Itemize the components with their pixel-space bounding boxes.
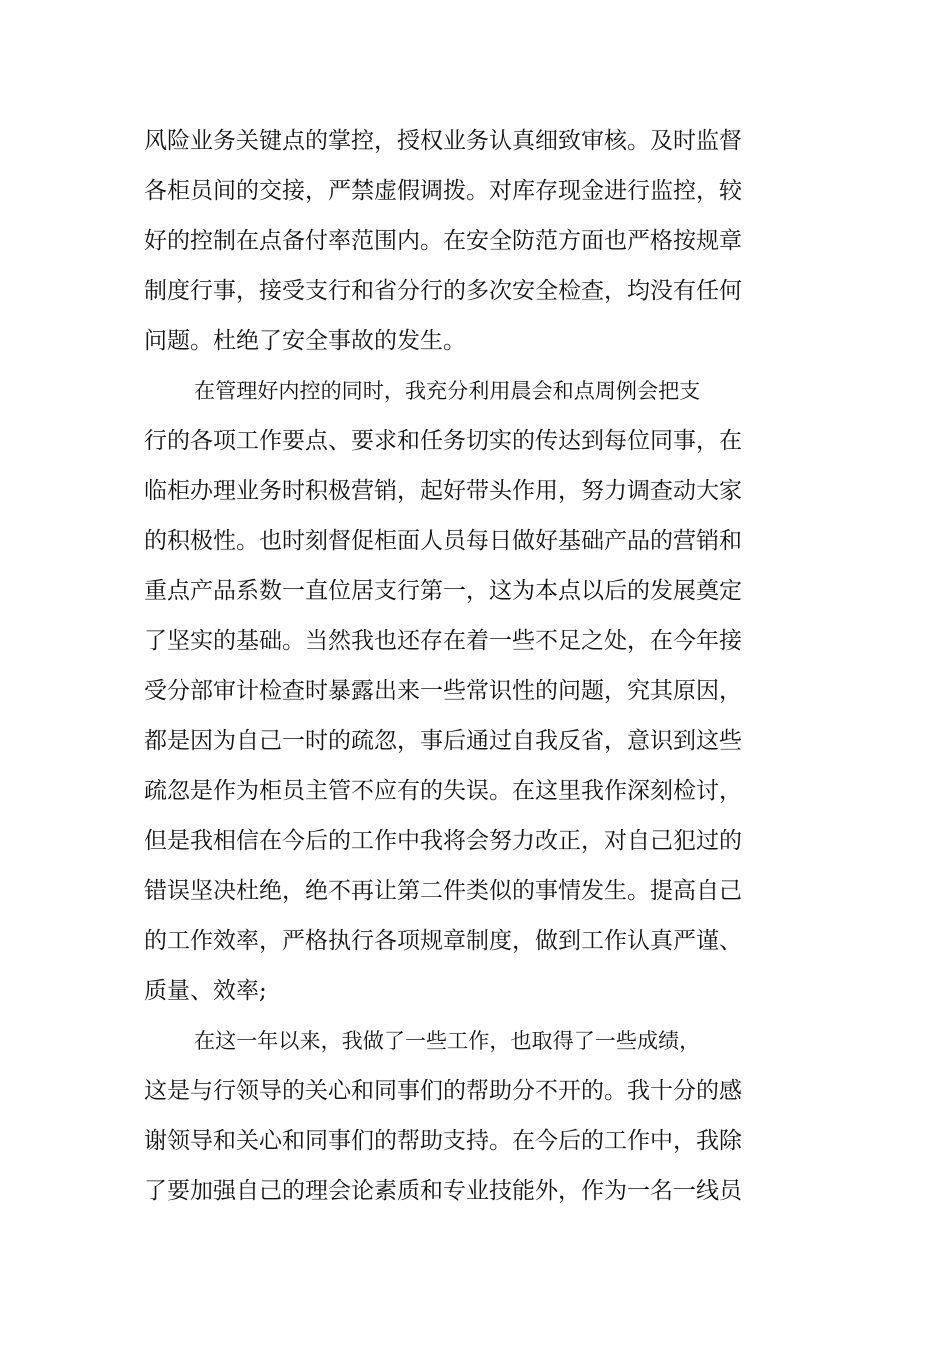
text-line: 但是我相信在今后的工作中我将会努力改正，对自己犯过的 [144,828,742,854]
body-text [144,116,750,1216]
text-line: 疏忽是作为柜员主管不应有的失误。在这里我作深刻检讨， [144,778,742,804]
text-line: 各柜员间的交接，严禁虚假调拨。对库存现金进行监控，较 [144,178,742,204]
text-line: 都是因为自己一时的疏忽，事后通过自我反省，意识到这些 [144,728,742,754]
text-line: 的工作效率，严格执行各项规章制度，做到工作认真严谨、 [144,928,742,954]
text-line: 在管理好内控的同时，我充分利用晨会和点周例会把支 [194,378,701,403]
text-line: 风险业务关键点的掌控，授权业务认真细致审核。及时监督 [144,128,742,154]
text-line: 在这一年以来，我做了一些工作，也取得了一些成绩， [194,1028,701,1053]
text-line: 了要加强自己的理会论素质和专业技能外，作为一名一线员 [144,1178,742,1204]
text-line: 重点产品系数一直位居支行第一，这为本点以后的发展奠定 [144,578,742,604]
text-line: 行的各项工作要点、要求和任务切实的传达到每位同事，在 [144,428,742,454]
text-line: 临柜办理业务时积极营销，起好带头作用，努力调查动大家 [144,478,742,504]
text-line: 谢领导和关心和同事们的帮助支持。在今后的工作中，我除 [144,1128,742,1154]
text-line: 错误坚决杜绝，绝不再让第二件类似的事情发生。提高自己 [144,878,742,904]
text-line: 好的控制在点备付率范围内。在安全防范方面也严格按规章 [144,228,742,254]
text-line: 了坚实的基础。当然我也还存在着一些不足之处，在今年接 [144,628,742,654]
text-line: 的积极性。也时刻督促柜面人员每日做好基础产品的营销和 [144,528,742,554]
text-line: 质量、效率; [144,978,267,1004]
text-line: 制度行事，接受支行和省分行的多次安全检查，均没有任何 [144,278,742,304]
text-line: 这是与行领导的关心和同事们的帮助分不开的。我十分的感 [144,1078,742,1104]
text-line: 问题。杜绝了安全事故的发生。 [144,328,466,354]
text-line: 受分部审计检查时暴露出来一些常识性的问题，究其原因， [144,678,742,704]
